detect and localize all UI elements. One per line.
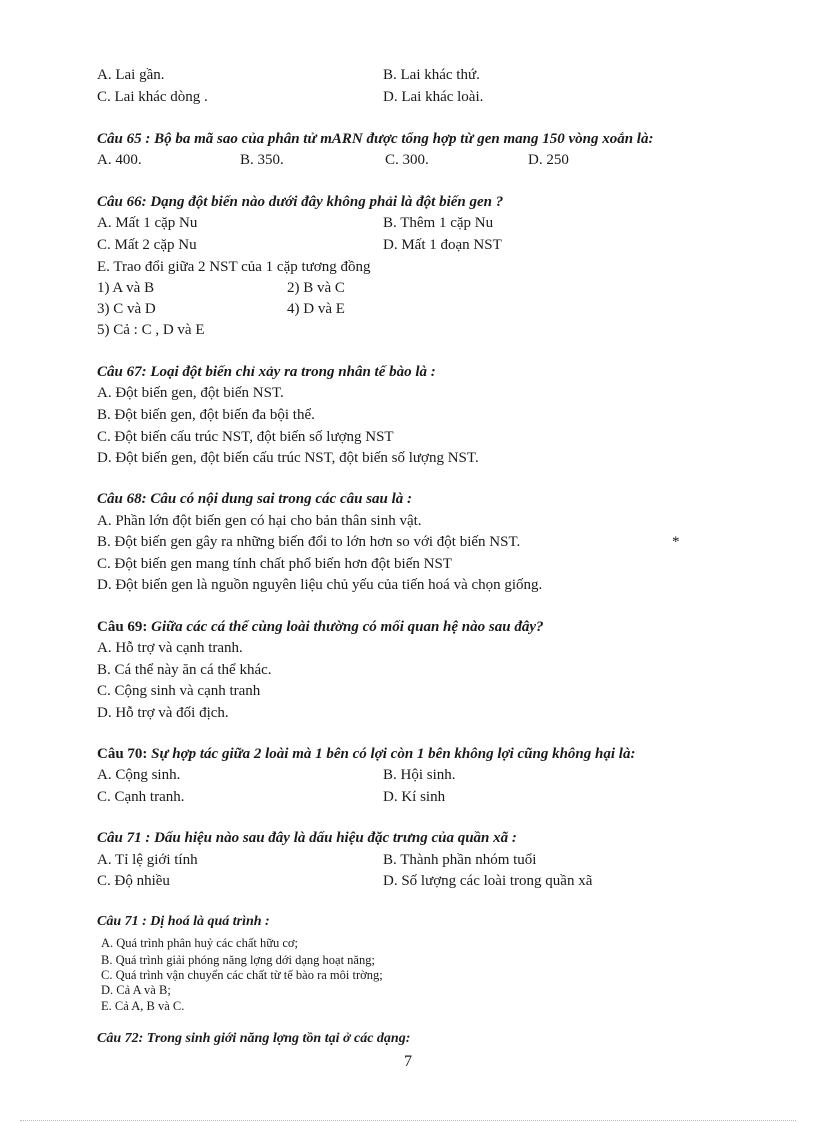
q65-answer-a: A. 400. xyxy=(97,152,142,168)
q66-option-5: 5) Cả : C , D và E xyxy=(97,322,205,338)
q66-answer-e: E. Trao đổi giữa 2 NST của 1 cặp tương đồng xyxy=(97,259,371,275)
question-70-title xyxy=(97,745,635,763)
question-72-title: Câu 72: Trong sinh giới năng lợng tồn tại ở các dạng: xyxy=(97,1031,411,1046)
q66-option-3: 3) C và D xyxy=(97,301,156,317)
q69-answer-a: A. Hỗ trợ và cạnh tranh. xyxy=(97,640,243,656)
q71b-answer-d: D. Cả A và B; xyxy=(101,983,171,997)
q66-answer-d: D. Mất 1 đoạn NST xyxy=(383,237,502,253)
question-71-title: Câu 71 : Dấu hiệu nào sau đây là dấu hiệu đặc trưng của quần xã : xyxy=(97,830,517,846)
question-69-text: Giữa các cá thể cùng loài thường có mối quan hệ nào sau đây? xyxy=(147,619,544,635)
q66-option-1: 1) A và B xyxy=(97,280,155,296)
q67-answer-c: C. Đột biến cấu trúc NST, đột biến số lượng NST xyxy=(97,429,394,445)
page-number: 7 xyxy=(404,1053,412,1070)
answer-a: A. Lai gần. xyxy=(97,67,165,83)
q67-answer-a: A. Đột biến gen, đột biến NST. xyxy=(97,385,284,401)
question-70-label: Câu 70: xyxy=(97,746,148,762)
page-bottom-rule xyxy=(20,1120,796,1121)
q70-answer-b: B. Hội sinh. xyxy=(383,767,456,783)
question-71b-title: Câu 71 : Dị hoá là quá trình : xyxy=(97,914,270,929)
q66-option-4: 4) D và E xyxy=(287,301,345,317)
answer-d: D. Lai khác loài. xyxy=(383,89,484,105)
q66-answer-a: A. Mất 1 cặp Nu xyxy=(97,215,198,231)
q68-answer-c: C. Đột biến gen mang tính chất phổ biến hơn đột biến NST xyxy=(97,556,452,572)
correct-answer-mark: * xyxy=(672,534,680,550)
q68-answer-d: D. Đột biến gen là nguồn nguyên liệu chủ yếu của tiến hoá và chọn giống. xyxy=(97,577,543,593)
q71-answer-a: A. Tỉ lệ giới tính xyxy=(97,852,198,868)
q71b-answer-a: A. Quá trình phân huỷ các chất hữu cơ; xyxy=(101,936,299,950)
question-68-title: Câu 68: Câu có nội dung sai trong các câu sau là : xyxy=(97,491,413,507)
q71-answer-d: D. Số lượng các loài trong quần xã xyxy=(383,873,593,889)
q71-answer-b: B. Thành phần nhóm tuổi xyxy=(383,852,537,868)
q67-answer-d: D. Đột biến gen, đột biến cấu trúc NST, đột biến số lượng NST. xyxy=(97,450,479,466)
answer-b: B. Lai khác thứ. xyxy=(383,67,480,83)
q70-answer-d: D. Kí sinh xyxy=(383,789,446,805)
q65-answer-c: C. 300. xyxy=(385,152,429,168)
q65-answer-d: D. 250 xyxy=(528,152,569,168)
question-66-title: Câu 66: Dạng đột biến nào dưới đây không phải là đột biến gen ? xyxy=(97,194,504,210)
q71b-answer-b: B. Quá trình giải phóng năng lợng dới dạng hoạt năng; xyxy=(101,953,375,967)
q70-answer-a: A. Cộng sinh. xyxy=(97,767,181,783)
q69-answer-d: D. Hỗ trợ và đối địch. xyxy=(97,705,229,721)
q71-answer-c: C. Độ nhiều xyxy=(97,873,170,889)
q71b-answer-e: E. Cả A, B và C. xyxy=(101,999,185,1013)
q65-answer-b: B. 350. xyxy=(240,152,284,168)
question-69-title xyxy=(97,618,543,636)
q66-answer-b: B. Thêm 1 cặp Nu xyxy=(383,215,494,231)
answer-c: C. Lai khác dòng . xyxy=(97,89,208,105)
q67-answer-b: B. Đột biến gen, đột biến đa bội thể. xyxy=(97,407,315,423)
question-70-text: Sự hợp tác giữa 2 loài mà 1 bên có lợi còn 1 bên không lợi cũng không hại là: xyxy=(147,746,636,762)
q70-answer-c: C. Cạnh tranh. xyxy=(97,789,185,805)
question-67-title: Câu 67: Loại đột biến chỉ xảy ra trong nhân tế bào là : xyxy=(97,364,436,380)
q71b-answer-c: C. Quá trình vận chuyển các chất từ tế bào ra môi trờng; xyxy=(101,968,383,982)
q68-answer-a: A. Phần lớn đột biến gen có hại cho bản thân sinh vật. xyxy=(97,513,422,529)
q69-answer-b: B. Cá thể này ăn cá thể khác. xyxy=(97,662,272,678)
q66-option-2: 2) B và C xyxy=(287,280,345,296)
question-65-title: Câu 65 : Bộ ba mã sao của phân tử mARN được tổng hợp từ gen mang 150 vòng xoắn là: xyxy=(97,131,654,147)
q68-answer-b: B. Đột biến gen gây ra những biến đổi to lớn hơn so với đột biến NST. xyxy=(97,534,521,550)
q66-answer-c: C. Mất 2 cặp Nu xyxy=(97,237,197,253)
question-69-label: Câu 69: xyxy=(97,619,148,635)
q69-answer-c: C. Cộng sinh và cạnh tranh xyxy=(97,683,261,699)
